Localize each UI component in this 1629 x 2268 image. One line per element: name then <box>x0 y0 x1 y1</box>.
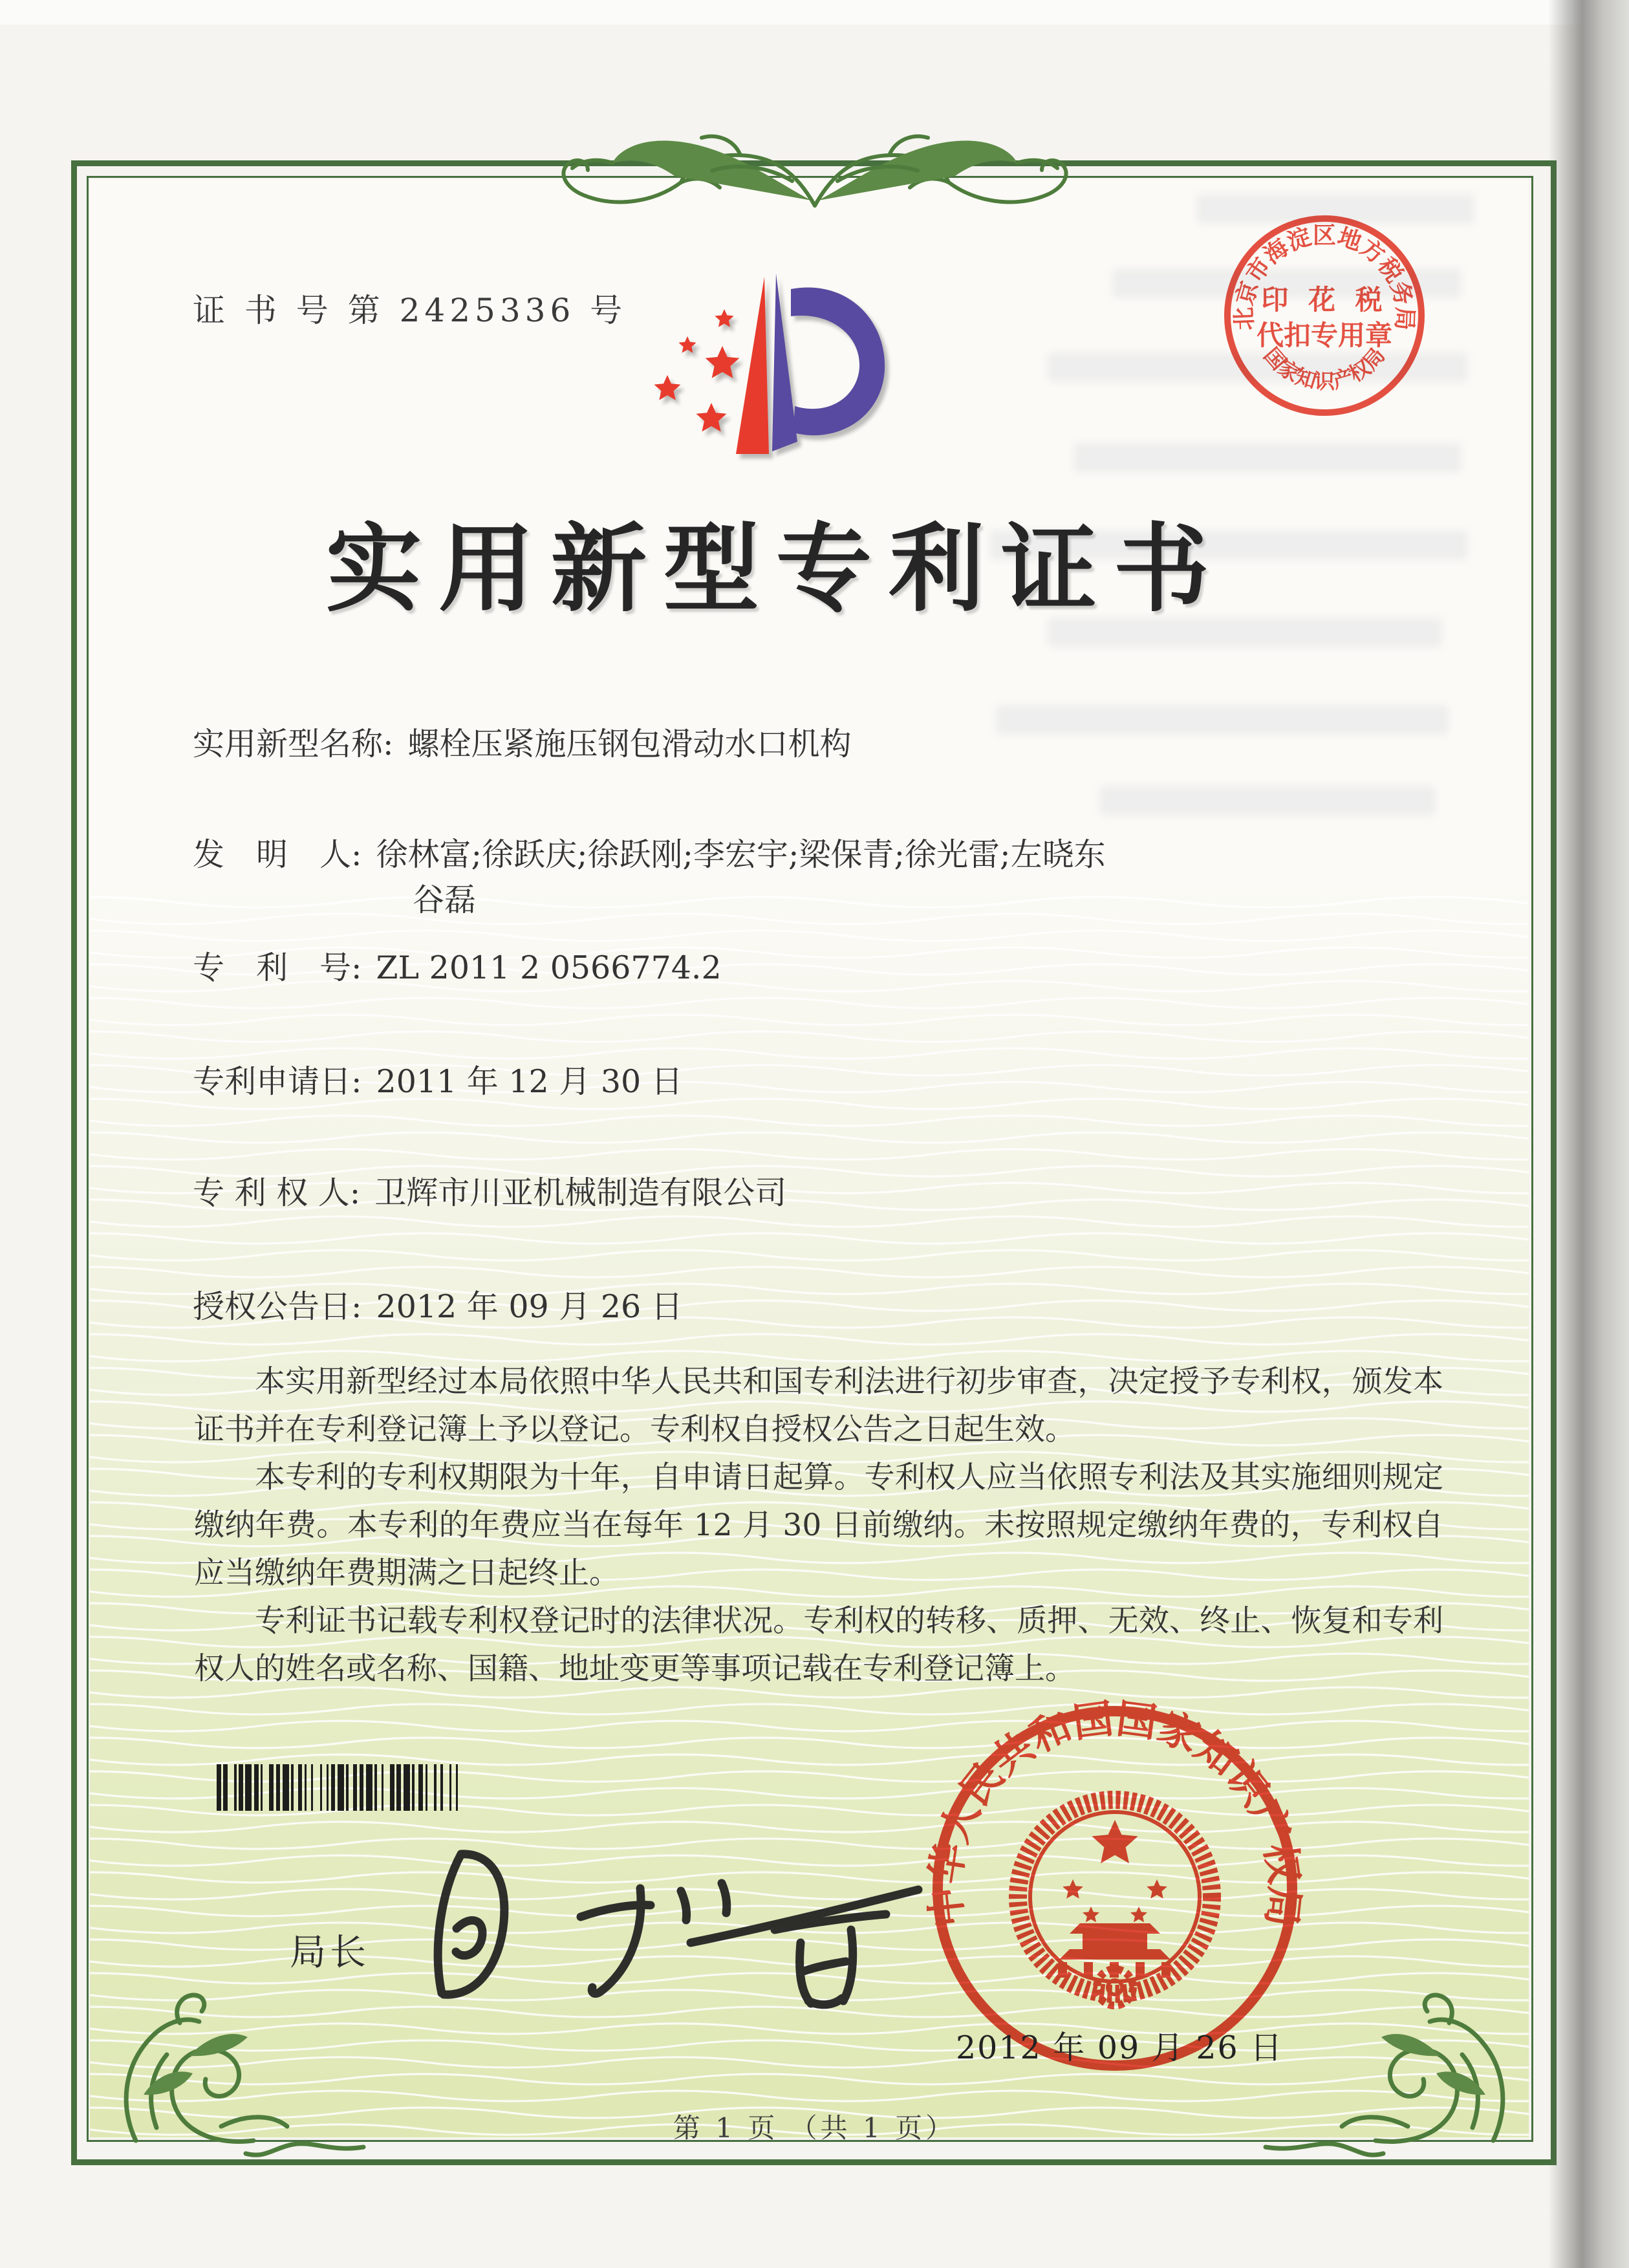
barcode-bar <box>269 1764 274 1811</box>
legal-paragraph-2: 本专利的专利权期限为十年，自申请日起算。专利权人应当依照专利法及其实施细则规定缴纳年费。本专利的年费应当在每年 12 月 30 日前缴纳。未按照规定缴纳年费的，专利权自应当缴纳年费期满之日起终止。 <box>194 1460 1443 1591</box>
barcode-bar <box>331 1764 336 1811</box>
field-utility-model-name <box>193 719 852 764</box>
field-patent-number <box>193 943 722 988</box>
certificate-title: 实用新型专利证书 <box>326 512 1226 625</box>
barcode-bar <box>338 1764 344 1811</box>
barcode-bar <box>390 1764 394 1811</box>
stamp-center-line1: 印 花 税 <box>1261 284 1388 316</box>
commissioner-title: 局长 <box>290 1932 370 1974</box>
field-value: ZL 2011 2 0566774.2 <box>376 949 722 986</box>
barcode-bar <box>298 1764 303 1811</box>
certificate-number: 证 书 号 第 2425336 号 <box>193 292 627 329</box>
barcode-bar <box>254 1764 259 1811</box>
barcode-gap <box>263 1764 269 1811</box>
barcode-gap <box>458 1764 460 1811</box>
barcode-gap <box>383 1764 390 1811</box>
barcode-bar <box>396 1764 401 1811</box>
barcode-gap <box>415 1764 419 1811</box>
stamp-arc-bottom-text: 国家知识产权局 <box>1258 343 1390 394</box>
barcode-gap <box>349 1764 353 1811</box>
field-value-line2: 谷磊 <box>413 881 477 918</box>
barcode-bar <box>353 1764 358 1811</box>
barcode-gap <box>322 1764 327 1811</box>
commissioner-signature-handwriting <box>387 1831 936 2025</box>
sipo-logo-icon <box>631 268 896 488</box>
barcode-gap <box>437 1764 441 1811</box>
field-label: 授权公告日: <box>193 1288 362 1325</box>
barcode-gap <box>294 1764 298 1811</box>
barcode-bar <box>276 1764 281 1811</box>
field-label: 实用新型名称: <box>193 726 394 762</box>
barcode-gap <box>228 1764 234 1811</box>
barcode-gap <box>451 1764 456 1811</box>
scan-top-edge <box>0 0 1629 25</box>
barcode-gap <box>377 1764 382 1811</box>
stamp-arc-top-text: 北京市海淀区地方税务局 <box>1230 222 1419 331</box>
field-value: 徐林富;徐跃庆;徐跃刚;李宏宇;梁保青;徐光雷;左晓东 <box>376 836 1106 873</box>
field-value: 2012 年 09 月 26 日 <box>376 1288 683 1325</box>
field-value: 螺栓压紧施压钢包滑动水口机构 <box>407 726 852 762</box>
barcode-bar <box>217 1764 221 1811</box>
page-footer: 第 1 页 （共 1 页） <box>673 2112 956 2144</box>
barcode-bar <box>283 1764 289 1811</box>
field-label: 专 利 号: <box>193 949 362 986</box>
barcode-bar <box>404 1764 410 1811</box>
field-inventors <box>193 830 1106 920</box>
field-label: 专 利 权 人: <box>193 1174 361 1211</box>
field-filing-date <box>193 1057 683 1102</box>
legal-text <box>194 1358 1443 1693</box>
barcode-bar <box>239 1764 243 1811</box>
field-grant-date <box>193 1282 683 1327</box>
tax-office-stamp <box>1214 206 1434 426</box>
field-value: 卫辉市川亚机械制造有限公司 <box>374 1174 787 1211</box>
barcode-gap <box>307 1764 311 1811</box>
barcode-bar <box>418 1764 423 1811</box>
barcode-gap <box>443 1764 449 1811</box>
top-flourish-ornament <box>475 103 1154 233</box>
scan-right-edge-shadow <box>1548 0 1629 2268</box>
legal-paragraph-3: 专利证书记载专利权登记时的法律状况。专利权的转移、质押、无效、终止、恢复和专利权人的姓名或名称、国籍、地址变更等事项记载在专利登记簿上。 <box>194 1603 1443 1687</box>
legal-paragraph-1: 本实用新型经过本局依照中华人民共和国专利法进行初步审查，决定授予专利权，颁发本证书并在专利登记簿上予以登记。专利权自授权公告之日起生效。 <box>194 1364 1443 1447</box>
seal-date: 2012 年 09 月 26 日 <box>956 2029 1284 2066</box>
barcode <box>217 1764 731 1811</box>
field-label: 发 明 人: <box>193 836 362 873</box>
barcode-bar <box>245 1764 252 1811</box>
field-label: 专利申请日: <box>193 1063 362 1100</box>
barcode-bar <box>223 1764 228 1811</box>
barcode-bar <box>360 1764 364 1811</box>
field-value: 2011 年 12 月 30 日 <box>376 1063 683 1100</box>
barcode-bar <box>366 1764 372 1811</box>
seal-arc-text: 中华人民共和国国家知识产权局 <box>921 1694 1309 1930</box>
stamp-center-line2: 代扣专用章 <box>1256 319 1393 351</box>
barcode-gap <box>313 1764 319 1811</box>
field-patentee <box>193 1168 786 1213</box>
barcode-gap <box>427 1764 434 1811</box>
national-emblem <box>1018 1800 1212 2005</box>
